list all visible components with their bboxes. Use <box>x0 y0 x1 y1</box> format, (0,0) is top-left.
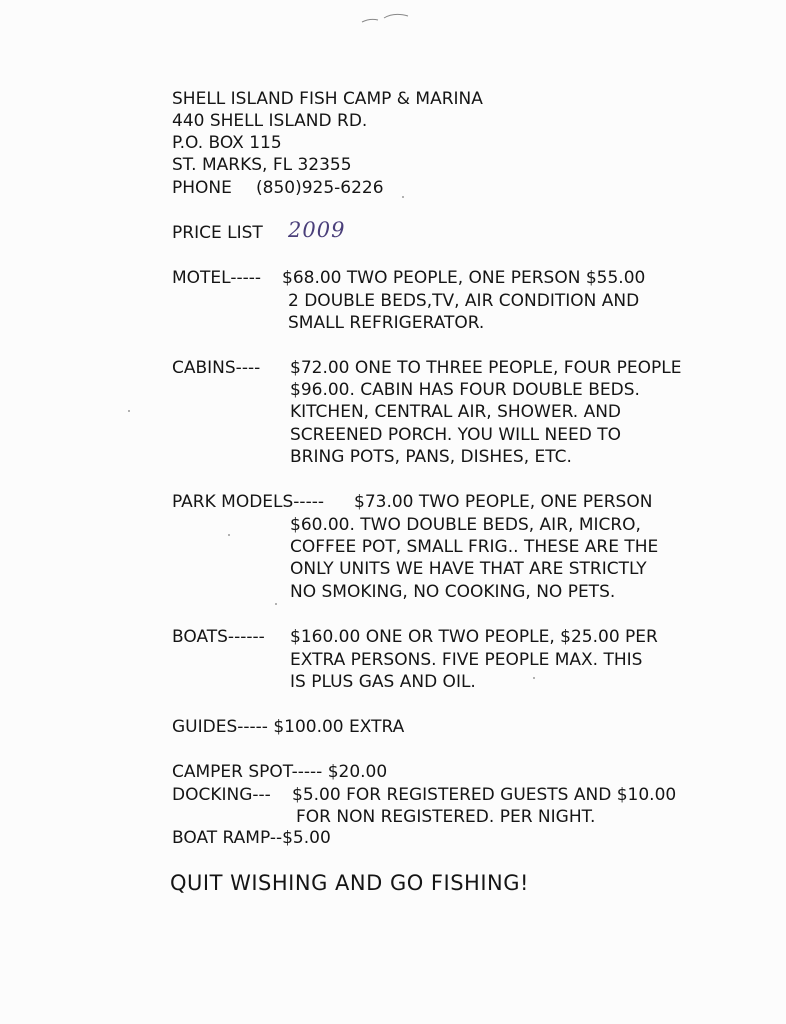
camper-spot-line: CAMPER SPOT----- $20.00 <box>172 762 388 782</box>
scan-mark <box>360 8 420 28</box>
boats-line: EXTRA PERSONS. FIVE PEOPLE MAX. THIS <box>290 650 643 670</box>
motto: QUIT WISHING AND GO FISHING! <box>170 871 529 895</box>
city-state-zip: ST. MARKS, FL 32355 <box>172 155 352 175</box>
park-models-label: PARK MODELS----- <box>172 492 324 512</box>
scan-speck <box>275 603 277 605</box>
street-address: 440 SHELL ISLAND RD. <box>172 111 368 131</box>
motel-label: MOTEL----- <box>172 268 262 288</box>
cabins-line: $96.00. CABIN HAS FOUR DOUBLE BEDS. <box>290 380 640 400</box>
park-models-line: NO SMOKING, NO COOKING, NO PETS. <box>290 582 616 602</box>
scan-speck <box>402 196 404 198</box>
cabins-line: BRING POTS, PANS, DISHES, ETC. <box>290 447 572 467</box>
cabins-line: SCREENED PORCH. YOU WILL NEED TO <box>290 425 621 445</box>
price-list-label: PRICE LIST <box>172 223 263 243</box>
motel-line: $68.00 TWO PEOPLE, ONE PERSON $55.00 <box>282 268 646 288</box>
motel-line: 2 DOUBLE BEDS,TV, AIR CONDITION AND <box>288 291 640 311</box>
guides-line: GUIDES----- $100.00 EXTRA <box>172 717 405 737</box>
cabins-line: $72.00 ONE TO THREE PEOPLE, FOUR PEOPLE <box>290 358 682 378</box>
po-box: P.O. BOX 115 <box>172 133 282 153</box>
scan-speck <box>228 534 230 536</box>
boat-ramp-line: BOAT RAMP--$5.00 <box>172 828 331 848</box>
business-name: SHELL ISLAND FISH CAMP & MARINA <box>172 89 483 109</box>
docking-label: DOCKING--- <box>172 785 271 805</box>
motel-line: SMALL REFRIGERATOR. <box>288 313 485 333</box>
park-models-line: $73.00 TWO PEOPLE, ONE PERSON <box>354 492 653 512</box>
price-list-year: 2009 <box>288 218 346 242</box>
cabins-label: CABINS---- <box>172 358 261 378</box>
park-models-line: ONLY UNITS WE HAVE THAT ARE STRICTLY <box>290 559 647 579</box>
boats-line: $160.00 ONE OR TWO PEOPLE, $25.00 PER <box>290 627 658 647</box>
docking-line: FOR NON REGISTERED. PER NIGHT. <box>296 807 596 827</box>
phone-label: PHONE <box>172 178 232 198</box>
boats-line: IS PLUS GAS AND OIL. <box>290 672 476 692</box>
scan-speck <box>128 410 130 412</box>
park-models-line: COFFEE POT, SMALL FRIG.. THESE ARE THE <box>290 537 659 557</box>
cabins-line: KITCHEN, CENTRAL AIR, SHOWER. AND <box>290 402 622 422</box>
boats-label: BOATS------ <box>172 627 265 647</box>
scan-speck <box>533 677 535 679</box>
park-models-line: $60.00. TWO DOUBLE BEDS, AIR, MICRO, <box>290 515 641 535</box>
docking-line: $5.00 FOR REGISTERED GUESTS AND $10.00 <box>292 785 677 805</box>
phone-number: (850)925-6226 <box>256 178 384 198</box>
